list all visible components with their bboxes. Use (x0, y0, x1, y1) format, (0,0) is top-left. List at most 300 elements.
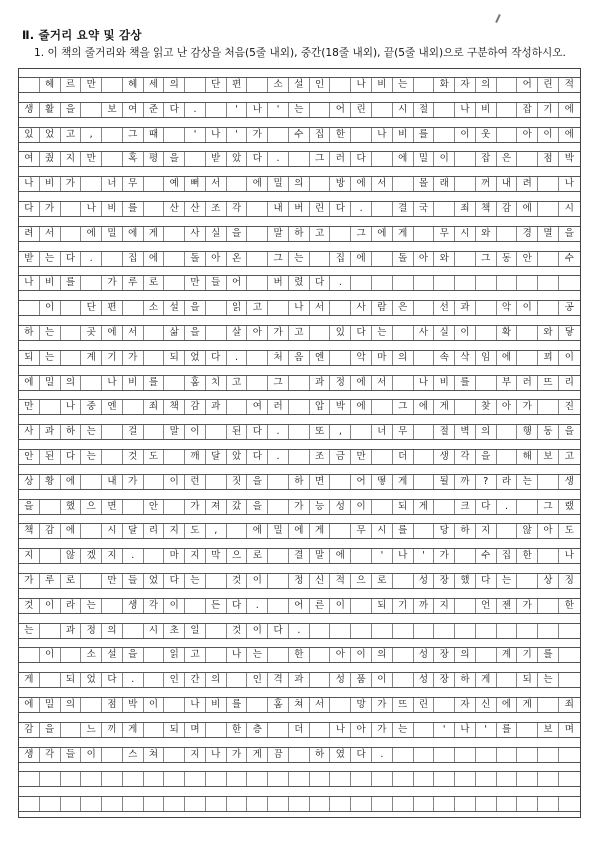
manuscript-cell: 짓 (227, 475, 248, 489)
manuscript-cell (414, 723, 435, 737)
manuscript-cell: 어 (517, 78, 538, 92)
manuscript-row (19, 375, 580, 391)
manuscript-cell: 나 (102, 376, 123, 390)
manuscript-cell: 여 (247, 400, 268, 414)
manuscript-cell: 의 (289, 177, 310, 191)
manuscript-cell: 이 (434, 152, 455, 166)
manuscript-cell: 박 (330, 400, 351, 414)
manuscript-cell: 만 (19, 400, 40, 414)
manuscript-cell: 기 (393, 599, 414, 613)
manuscript-cell: . (81, 252, 102, 266)
manuscript-cell: 비 (393, 128, 414, 142)
manuscript-cell: 비 (434, 376, 455, 390)
manuscript-cell (61, 772, 82, 786)
manuscript-cell (497, 673, 518, 687)
manuscript-cell: 나 (61, 400, 82, 414)
manuscript-cell (476, 376, 497, 390)
manuscript-cell (414, 78, 435, 92)
manuscript-cell: 더 (393, 450, 414, 464)
manuscript-cell: 를 (123, 202, 144, 216)
manuscript-cell (40, 673, 61, 687)
manuscript-cell (476, 772, 497, 786)
manuscript-cell: 이 (564, 351, 574, 363)
manuscript-cell: 층 (247, 723, 268, 737)
manuscript-cell: 당 (434, 524, 455, 538)
manuscript-cell (289, 772, 310, 786)
manuscript-cell (164, 227, 185, 241)
manuscript-cell: , (206, 524, 227, 538)
manuscript-cell: 래 (434, 177, 455, 191)
manuscript-cell: 다 (61, 252, 82, 266)
manuscript-cell: 그 (393, 400, 414, 414)
manuscript-cell: 실 (434, 326, 455, 340)
manuscript-cell: 끼 (102, 723, 123, 737)
manuscript-cell: 지 (19, 549, 40, 563)
manuscript-cell: 에 (414, 400, 435, 414)
manuscript-cell (517, 624, 538, 638)
manuscript-cell (123, 624, 144, 638)
manuscript-cell: 소 (81, 648, 102, 662)
manuscript-cell (19, 301, 40, 315)
manuscript-cell: 의 (476, 425, 497, 439)
manuscript-cell: 일 (185, 624, 206, 638)
manuscript-cell: 젠 (497, 599, 518, 613)
manuscript-cell (40, 400, 61, 414)
manuscript-row (19, 151, 580, 167)
manuscript-cell: . (289, 624, 310, 638)
manuscript-cell: 각 (40, 748, 61, 762)
manuscript-cell: 처 (268, 351, 289, 365)
manuscript-cell: 고 (185, 648, 206, 662)
manuscript-cell (414, 351, 435, 365)
manuscript-cell: 가 (40, 202, 61, 216)
manuscript-cell: 막 (206, 549, 227, 563)
manuscript-cell: 된 (227, 425, 248, 439)
manuscript-cell: 로 (372, 574, 393, 588)
manuscript-cell: 서 (206, 177, 227, 191)
manuscript-cell: 않 (517, 524, 538, 538)
manuscript-cell (497, 128, 518, 142)
manuscript-cell (206, 772, 227, 786)
pen-mark (495, 14, 501, 23)
manuscript-cell (144, 425, 165, 439)
manuscript-cell: 이 (372, 673, 393, 687)
manuscript-cell: 는 (81, 599, 102, 613)
manuscript-cell: 가 (247, 128, 268, 142)
manuscript-cell (144, 648, 165, 662)
manuscript-cell: 무 (434, 227, 455, 241)
manuscript-cell: 에 (393, 152, 414, 166)
manuscript-cell: 한 (517, 549, 538, 563)
manuscript-cell: 화 (434, 78, 455, 92)
manuscript-row (19, 548, 580, 564)
manuscript-cell: 내 (497, 177, 518, 191)
manuscript-cell (476, 748, 497, 762)
manuscript-cell (247, 252, 268, 266)
manuscript-cell: 또 (310, 425, 331, 439)
manuscript-cell: 삶 (164, 326, 185, 340)
manuscript-cell (497, 103, 518, 117)
manuscript-cell (497, 748, 518, 762)
manuscript-cell (330, 78, 351, 92)
manuscript-cell: 서 (123, 326, 144, 340)
manuscript-cell: 는 (372, 326, 393, 340)
manuscript-cell: 되 (372, 599, 393, 613)
manuscript-cell: 리 (144, 524, 165, 538)
manuscript-cell: 리 (564, 376, 574, 388)
manuscript-cell: 와 (434, 252, 455, 266)
manuscript-cell: 러 (517, 376, 538, 390)
manuscript-cell: 치 (206, 376, 227, 390)
manuscript-cell: 었 (81, 673, 102, 687)
manuscript-row (19, 747, 580, 763)
manuscript-cell: 감 (40, 524, 61, 538)
manuscript-cell (164, 276, 185, 290)
manuscript-cell: 동 (497, 252, 518, 266)
manuscript-cell: 닿 (564, 327, 574, 338)
manuscript-cell: 성 (414, 673, 435, 687)
manuscript-cell (310, 648, 331, 662)
manuscript-cell: 안 (144, 500, 165, 514)
manuscript-cell: 악 (497, 301, 518, 315)
manuscript-cell: 가 (434, 549, 455, 563)
manuscript-cell (372, 202, 393, 216)
manuscript-cell: 이 (40, 648, 61, 662)
manuscript-cell (61, 648, 82, 662)
manuscript-cell: 다 (351, 152, 372, 166)
manuscript-cell: 이 (144, 698, 165, 712)
manuscript-cell (455, 599, 476, 613)
manuscript-cell: 헤 (123, 78, 144, 92)
manuscript-cell: 아 (517, 128, 538, 142)
manuscript-cell (517, 326, 538, 340)
manuscript-cell (144, 723, 165, 737)
manuscript-cell: 활 (40, 103, 61, 117)
manuscript-cell: 인 (164, 673, 185, 687)
manuscript-cell (455, 797, 476, 811)
manuscript-cell: 조 (206, 202, 227, 216)
manuscript-cell (393, 748, 414, 762)
manuscript-cell: 려 (517, 177, 538, 191)
manuscript-cell: 며 (564, 723, 574, 735)
manuscript-cell: . (227, 351, 248, 365)
manuscript-cell (538, 202, 559, 216)
manuscript-cell: 악 (351, 351, 372, 365)
manuscript-cell: 하 (289, 475, 310, 489)
manuscript-cell: 이 (40, 301, 61, 315)
manuscript-cell: 행 (517, 425, 538, 439)
manuscript-cell: 르 (61, 78, 82, 92)
manuscript-cell: 그 (310, 152, 331, 166)
manuscript-cell: 서 (372, 376, 393, 390)
manuscript-cell (393, 376, 414, 390)
manuscript-cell: 를 (144, 376, 165, 390)
manuscript-cell: 인 (247, 673, 268, 687)
manuscript-cell: 았 (227, 152, 248, 166)
manuscript-cell (268, 599, 289, 613)
manuscript-cell: 나 (330, 723, 351, 737)
manuscript-cell (414, 748, 435, 762)
manuscript-cell (81, 103, 102, 117)
manuscript-cell: 지 (185, 748, 206, 762)
manuscript-cell: 무 (351, 524, 372, 538)
manuscript-cell (434, 103, 455, 117)
manuscript-cell (497, 772, 518, 786)
manuscript-cell: 너 (372, 425, 393, 439)
manuscript-cell: 이 (455, 128, 476, 142)
manuscript-cell (40, 772, 61, 786)
manuscript-cell: 동 (538, 425, 559, 439)
manuscript-cell: 아 (247, 326, 268, 340)
manuscript-cell: 읽 (227, 301, 248, 315)
manuscript-cell: 과 (289, 673, 310, 687)
manuscript-cell (289, 376, 310, 390)
manuscript-cell: 는 (289, 103, 310, 117)
manuscript-cell: 지 (476, 524, 497, 538)
manuscript-cell: 와 (476, 227, 497, 241)
manuscript-cell: ' (227, 103, 248, 117)
manuscript-cell: 이 (351, 648, 372, 662)
manuscript-cell: 만 (185, 276, 206, 290)
manuscript-cell (434, 128, 455, 142)
manuscript-cell: 성 (414, 574, 435, 588)
manuscript-cell: 아 (497, 400, 518, 414)
manuscript-cell: 간 (185, 673, 206, 687)
manuscript-cell: 곳 (81, 326, 102, 340)
manuscript-cell (310, 103, 331, 117)
manuscript-cell: 가 (123, 475, 144, 489)
manuscript-cell: 어 (330, 103, 351, 117)
manuscript-cell: 생 (19, 748, 40, 762)
manuscript-cell (351, 425, 372, 439)
manuscript-cell (434, 624, 455, 638)
manuscript-cell: 압 (310, 400, 331, 414)
manuscript-cell (164, 376, 185, 390)
manuscript-cell: 경 (517, 227, 538, 241)
manuscript-cell: 는 (393, 78, 414, 92)
manuscript-cell (227, 797, 248, 811)
manuscript-cell: 나 (19, 276, 40, 290)
manuscript-cell: . (268, 152, 289, 166)
manuscript-cell: 시 (144, 624, 165, 638)
manuscript-cell: 마 (164, 549, 185, 563)
manuscript-cell (185, 152, 206, 166)
manuscript-cell: 는 (517, 475, 538, 489)
manuscript-cell (517, 500, 538, 514)
manuscript-cell: 에 (19, 376, 40, 390)
manuscript-cell: 수 (564, 252, 574, 264)
manuscript-cell (517, 772, 538, 786)
manuscript-cell: 런 (185, 475, 206, 489)
manuscript-row (19, 251, 580, 267)
manuscript-cell (247, 227, 268, 241)
manuscript-cell: 비 (206, 698, 227, 712)
manuscript-cell (164, 500, 185, 514)
manuscript-cell: 이 (164, 599, 185, 613)
manuscript-cell (61, 326, 82, 340)
manuscript-cell (538, 301, 559, 315)
manuscript-cell: 를 (497, 723, 518, 737)
manuscript-cell (476, 648, 497, 662)
manuscript-cell: 나 (414, 376, 435, 390)
manuscript-cell (434, 698, 455, 712)
manuscript-cell (372, 152, 393, 166)
manuscript-cell (144, 202, 165, 216)
manuscript-row (19, 771, 580, 787)
manuscript-cell: 에 (123, 227, 144, 241)
manuscript-cell: 린 (310, 202, 331, 216)
manuscript-cell (268, 723, 289, 737)
manuscript-cell (393, 624, 414, 638)
manuscript-cell: 과 (206, 400, 227, 414)
manuscript-cell (372, 400, 393, 414)
manuscript-cell: 삭 (455, 351, 476, 365)
manuscript-cell: 린 (538, 78, 559, 92)
manuscript-cell: 게 (434, 400, 455, 414)
manuscript-cell: 에 (517, 202, 538, 216)
manuscript-cell: 을 (164, 152, 185, 166)
manuscript-cell: ' (372, 549, 393, 563)
manuscript-cell: 는 (40, 351, 61, 365)
manuscript-cell: 그 (268, 252, 289, 266)
manuscript-cell (455, 177, 476, 191)
manuscript-cell (310, 797, 331, 811)
manuscript-cell: 만 (81, 78, 102, 92)
manuscript-cell (517, 152, 538, 166)
manuscript-cell (538, 400, 559, 414)
manuscript-cell: . (497, 500, 518, 514)
manuscript-cell: 으 (81, 500, 102, 514)
manuscript-cell (330, 772, 351, 786)
manuscript-cell (434, 276, 455, 290)
manuscript-cell (351, 624, 372, 638)
manuscript-cell: 는 (81, 425, 102, 439)
manuscript-cell (61, 301, 82, 315)
manuscript-cell (372, 252, 393, 266)
manuscript-cell: 는 (185, 574, 206, 588)
manuscript-cell (247, 772, 268, 786)
manuscript-cell: 돌 (185, 252, 206, 266)
manuscript-cell: 고 (247, 301, 268, 315)
manuscript-cell: 람 (372, 301, 393, 315)
manuscript-cell: 과 (310, 376, 331, 390)
manuscript-row (19, 796, 580, 812)
manuscript-cell: , (81, 128, 102, 142)
manuscript-cell (393, 648, 414, 662)
manuscript-cell: 되 (61, 673, 82, 687)
manuscript-cell: 은 (497, 152, 518, 166)
manuscript-cell: 하 (19, 326, 40, 340)
manuscript-cell: . (268, 450, 289, 464)
manuscript-cell: 마 (372, 351, 393, 365)
manuscript-cell: 에 (351, 400, 372, 414)
manuscript-cell (144, 351, 165, 365)
manuscript-cell: 아 (330, 648, 351, 662)
manuscript-cell: 집 (497, 549, 518, 563)
manuscript-cell: 시 (372, 524, 393, 538)
manuscript-cell (434, 797, 455, 811)
manuscript-cell: 게 (310, 524, 331, 538)
manuscript-cell (330, 797, 351, 811)
manuscript-cell: 나 (455, 103, 476, 117)
manuscript-cell (559, 673, 580, 687)
manuscript-cell (164, 252, 185, 266)
manuscript-cell: . (247, 599, 268, 613)
manuscript-cell: 는 (538, 673, 559, 687)
manuscript-cell: 그 (538, 500, 559, 514)
manuscript-cell: 을 (123, 648, 144, 662)
manuscript-cell: 편 (227, 78, 248, 92)
manuscript-cell: 만 (102, 574, 123, 588)
manuscript-cell (351, 128, 372, 142)
manuscript-cell: 안 (517, 252, 538, 266)
manuscript-cell: 비 (102, 202, 123, 216)
manuscript-cell: 가 (102, 276, 123, 290)
manuscript-cell (310, 723, 331, 737)
manuscript-cell: 서 (372, 177, 393, 191)
manuscript-cell: 혹 (123, 152, 144, 166)
manuscript-cell: 한 (564, 599, 574, 611)
manuscript-cell: 라 (61, 599, 82, 613)
manuscript-cell: 사 (351, 301, 372, 315)
manuscript-cell (476, 276, 497, 290)
manuscript-cell (268, 772, 289, 786)
manuscript-cell: 몰 (414, 177, 435, 191)
manuscript-cell: 생 (123, 599, 144, 613)
manuscript-cell: 도 (564, 525, 574, 537)
manuscript-cell: 가 (517, 599, 538, 613)
manuscript-cell: 렸 (289, 276, 310, 290)
manuscript-cell: 게 (476, 673, 497, 687)
manuscript-cell: 나 (185, 698, 206, 712)
manuscript-cell: 각 (455, 450, 476, 464)
manuscript-cell (559, 276, 580, 290)
manuscript-cell: 밀 (102, 227, 123, 241)
manuscript-cell: 되 (517, 673, 538, 687)
manuscript-cell: 결 (289, 549, 310, 563)
manuscript-cell (81, 376, 102, 390)
manuscript-row (19, 722, 580, 738)
manuscript-cell (455, 772, 476, 786)
manuscript-cell: 쳐 (289, 698, 310, 712)
manuscript-cell: 엔 (310, 351, 331, 365)
manuscript-cell: 그 (351, 227, 372, 241)
manuscript-cell: 지 (61, 152, 82, 166)
manuscript-cell: 를 (393, 524, 414, 538)
manuscript-cell: 집 (123, 252, 144, 266)
manuscript-cell: 사 (414, 326, 435, 340)
manuscript-cell (559, 624, 580, 638)
manuscript-cell: 고 (227, 376, 248, 390)
manuscript-cell: 적 (564, 79, 574, 90)
manuscript-cell: 아 (351, 723, 372, 737)
manuscript-cell (61, 797, 82, 811)
manuscript-cell: 성 (330, 673, 351, 687)
manuscript-cell: 의 (476, 78, 497, 92)
manuscript-cell: 멸 (538, 227, 559, 241)
manuscript-cell (185, 797, 206, 811)
manuscript-cell: 만 (81, 152, 102, 166)
manuscript-cell: 훔 (185, 376, 206, 390)
manuscript-cell: ' (434, 723, 455, 737)
manuscript-cell (393, 574, 414, 588)
manuscript-cell: 능 (310, 500, 331, 514)
manuscript-cell: 다 (164, 574, 185, 588)
manuscript-cell: 감 (185, 400, 206, 414)
manuscript-cell: 겠 (81, 549, 102, 563)
manuscript-cell (289, 748, 310, 762)
manuscript-cell: 고 (289, 326, 310, 340)
